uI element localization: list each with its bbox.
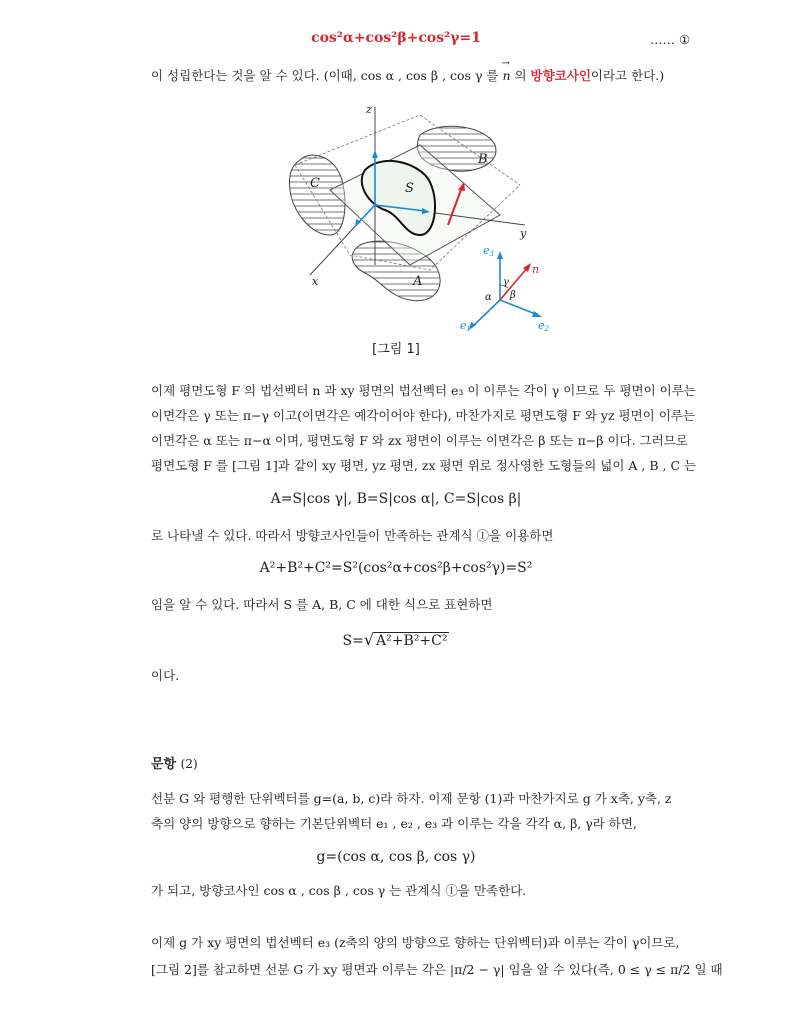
B-label: B bbox=[478, 152, 488, 167]
e1-label: e1 bbox=[460, 319, 471, 333]
unit-vector-equation: g=(cos α, cos β, cos γ) bbox=[316, 849, 476, 865]
direction-cosine-term: 방향코사인 bbox=[530, 68, 591, 83]
C-label: C bbox=[310, 176, 320, 191]
intro-line: 이 성립한다는 것을 알 수 있다. (이때, cos α , cos β , cos γ 를 → n 의 방향코사인이라고 한다.) bbox=[151, 66, 664, 86]
direction-cosine-equation: cos²α+cos²β+cos²γ=1 bbox=[311, 30, 481, 46]
section-title: 문항 (2) bbox=[151, 757, 198, 772]
para1-line4: 평면도형 F 를 [그림 1]과 같이 xy 평면, yz 평면, zx 평면 위로 정사영한 도형들의 넓이 A , B , C 는 bbox=[151, 458, 697, 473]
y-label: y bbox=[520, 227, 527, 240]
sum-of-squares-equation: A²+B²+C²=S²(cos²α+cos²β+cos²γ)=S² bbox=[259, 560, 533, 576]
projection-area-equations: A=S|cos γ|, B=S|cos α|, C=S|cos β| bbox=[270, 491, 522, 507]
gamma-label: γ bbox=[503, 277, 509, 288]
e2-label: e2 bbox=[538, 319, 549, 333]
n-vector: → n bbox=[502, 66, 510, 86]
section-line4: 이제 g 가 xy 평면의 법선벡터 e₃ (z축의 양의 방향으로 향하는 단위벡터)과 이루는 각이 γ이므로, bbox=[151, 935, 680, 950]
e3-label: e3 bbox=[483, 244, 494, 258]
text-after-eq4: 이다. bbox=[151, 668, 180, 683]
text-after-eq2: 로 나타낼 수 있다. 따라서 방향코사인들이 만족하는 관계식 ①을 이용하면 bbox=[151, 528, 554, 543]
figure-1-caption: [그림 1] bbox=[372, 342, 420, 357]
figure-1-diagram bbox=[270, 95, 570, 340]
beta-label: β bbox=[510, 290, 516, 301]
para1-line1: 이제 평면도형 F 의 법선벡터 n 과 xy 평면의 법선벡터 e₃ 이 이루는 각이 γ 이므로 두 평면이 이루는 bbox=[151, 383, 696, 398]
A-label: A bbox=[413, 274, 423, 289]
para1-line2: 이면각은 γ 또는 π−γ 이고(이면각은 예각이어야 한다), 마찬가지로 평면도형 F 와 yz 평면이 이루는 bbox=[151, 408, 695, 423]
equation-number: …… ① bbox=[650, 32, 691, 47]
area-S-equation: S=√ A²+B²+C² bbox=[342, 630, 448, 649]
alpha-label: α bbox=[485, 292, 492, 303]
section-line1: 선분 G 와 평행한 단위벡터를 g=(a, b, c)라 하자. 이제 문항 (1)과 마찬가지로 g 가 x축, y축, z bbox=[151, 791, 672, 806]
section-line5: [그림 2]를 참고하면 선분 G 가 xy 평면과 이루는 각은 |π/2 − γ| 임을 알 수 있다(즉, 0 ≤ γ ≤ π/2 일 때 bbox=[151, 962, 723, 977]
section-line2: 축의 양의 방향으로 향하는 기본단위벡터 e₁ , e₂ , e₃ 과 이루는 각을 각각 α, β, γ라 하면, bbox=[151, 816, 637, 831]
text-after-eq3: 임을 알 수 있다. 따라서 S 를 A, B, C 에 대한 식으로 표현하면 bbox=[151, 597, 493, 612]
para1-line3: 이면각은 α 또는 π−α 이며, 평면도형 F 와 zx 평면이 이루는 이면각은 β 또는 π−β 이다. 그러므로 bbox=[151, 433, 688, 448]
z-label: z bbox=[366, 103, 372, 116]
x-label: x bbox=[312, 275, 319, 288]
section-line3: 가 되고, 방향코사인 cos α , cos β , cos γ 는 관계식 ①을 만족한다. bbox=[151, 883, 527, 898]
n-label: n bbox=[532, 263, 540, 276]
S-label: S bbox=[405, 181, 414, 196]
